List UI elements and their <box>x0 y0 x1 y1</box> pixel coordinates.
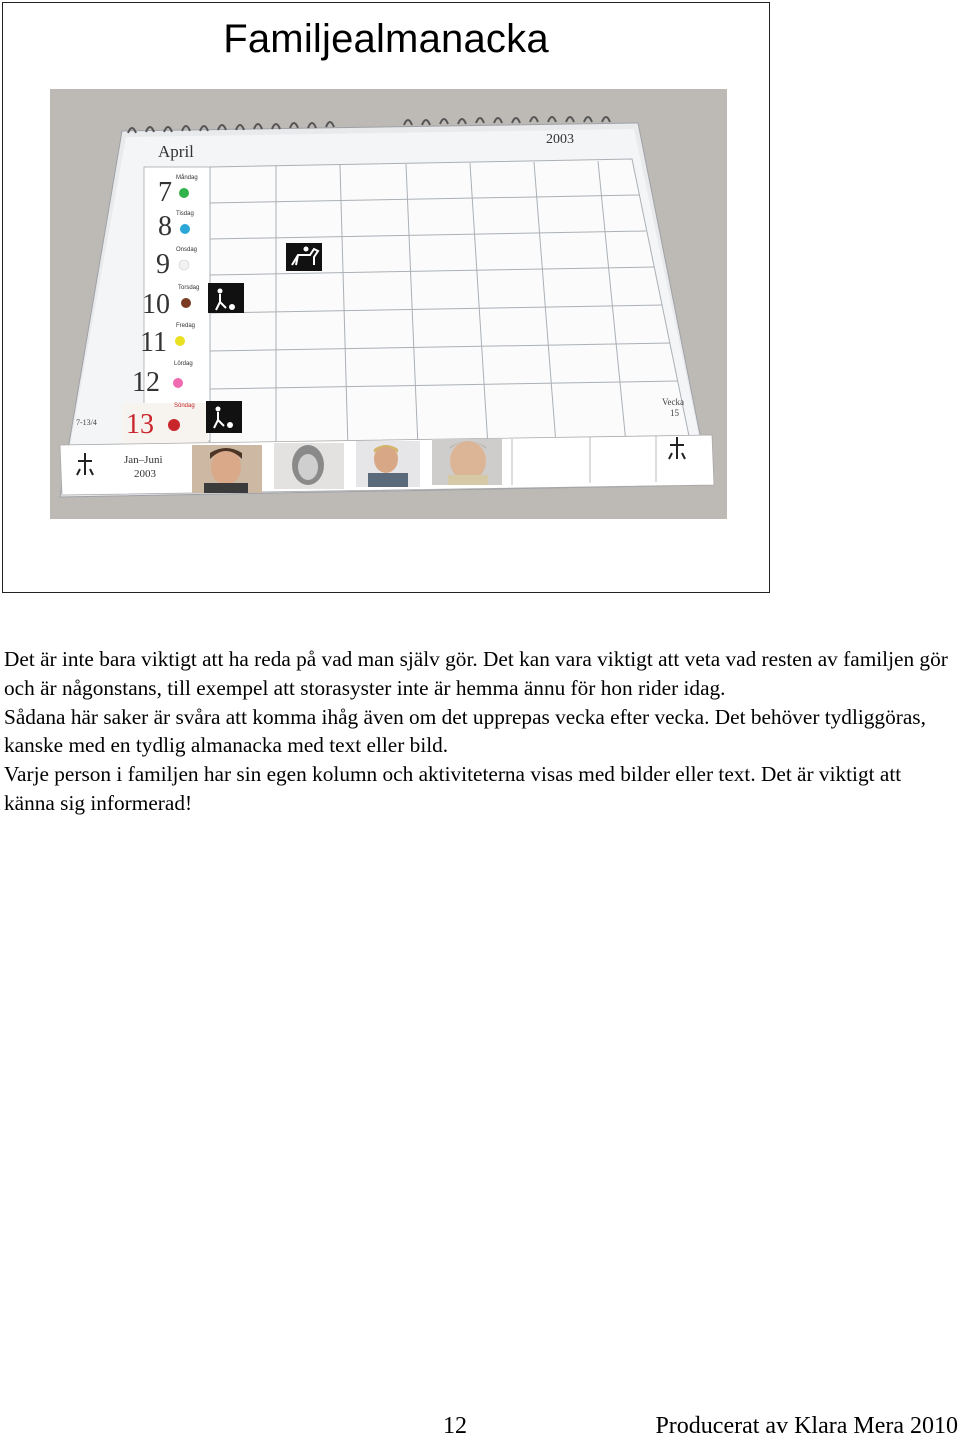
week-label: Vecka <box>662 397 684 407</box>
day-name: Lördag <box>174 361 193 367</box>
day-number: 8 <box>158 211 172 242</box>
period-year: 2003 <box>134 468 156 480</box>
calendar-year: 2003 <box>546 132 574 147</box>
day-name: Tisdag <box>176 211 194 217</box>
day-name: Onsdag <box>176 247 198 253</box>
calendar-photo <box>50 89 727 519</box>
period-label: Jan–Juni <box>124 454 163 466</box>
day-color-dot <box>179 188 189 198</box>
horse-riding-icon <box>286 243 322 271</box>
day-number: 13 <box>126 409 154 440</box>
day-name: Fredag <box>176 323 196 329</box>
day-number: 12 <box>132 367 160 398</box>
portrait-photo <box>356 441 420 487</box>
portrait-photo <box>192 445 262 493</box>
portrait-photo <box>274 443 344 489</box>
day-color-dot <box>181 298 191 308</box>
day-number: 9 <box>156 249 170 280</box>
week-range: 7-13/4 <box>76 418 97 427</box>
day-color-dot <box>180 224 190 234</box>
day-color-dot <box>173 378 183 388</box>
day-color-dot <box>175 336 185 346</box>
paragraph: Varje person i familjen har sin egen kolumn och aktiviteterna visas med bilder eller text. Det är viktigt att känna sig informerad! <box>4 762 902 815</box>
paragraph: Det är inte bara viktigt att ha reda på vad man själv gör. Det kan vara viktigt att veta vad resten av familjen gör och är någonstans, till exempel att storasyster inte är hemma ännu för hon rider idag. <box>4 647 948 700</box>
football-icon <box>206 401 242 433</box>
portrait-photo <box>432 439 502 485</box>
football-icon <box>208 283 244 313</box>
footer-credit: Producerat av Klara Mera 2010 <box>655 1413 958 1439</box>
slide-frame <box>2 2 770 593</box>
slide-title: Familjealmanacka <box>223 17 549 61</box>
calendar-illustration <box>50 89 727 519</box>
body-text <box>4 645 954 818</box>
day-color-dot <box>179 260 189 270</box>
day-number: 7 <box>158 177 172 208</box>
week-number: 15 <box>670 408 679 418</box>
day-color-dot <box>168 419 180 431</box>
day-name: Torsdag <box>178 285 200 291</box>
day-row-13 <box>122 403 208 443</box>
day-name: Söndag <box>174 403 195 409</box>
calendar-grid <box>210 159 690 451</box>
calendar-month: April <box>158 142 194 161</box>
page-number: 12 <box>443 1413 467 1439</box>
paragraph: Sådana här saker är svåra att komma ihåg även om det upprepas vecka efter vecka. Det behöver tydliggöras, kanske med en tydlig almanacka med text eller bild. <box>4 704 926 758</box>
day-number: 10 <box>142 289 170 320</box>
day-number: 11 <box>140 327 167 358</box>
day-name: Måndag <box>176 175 198 181</box>
